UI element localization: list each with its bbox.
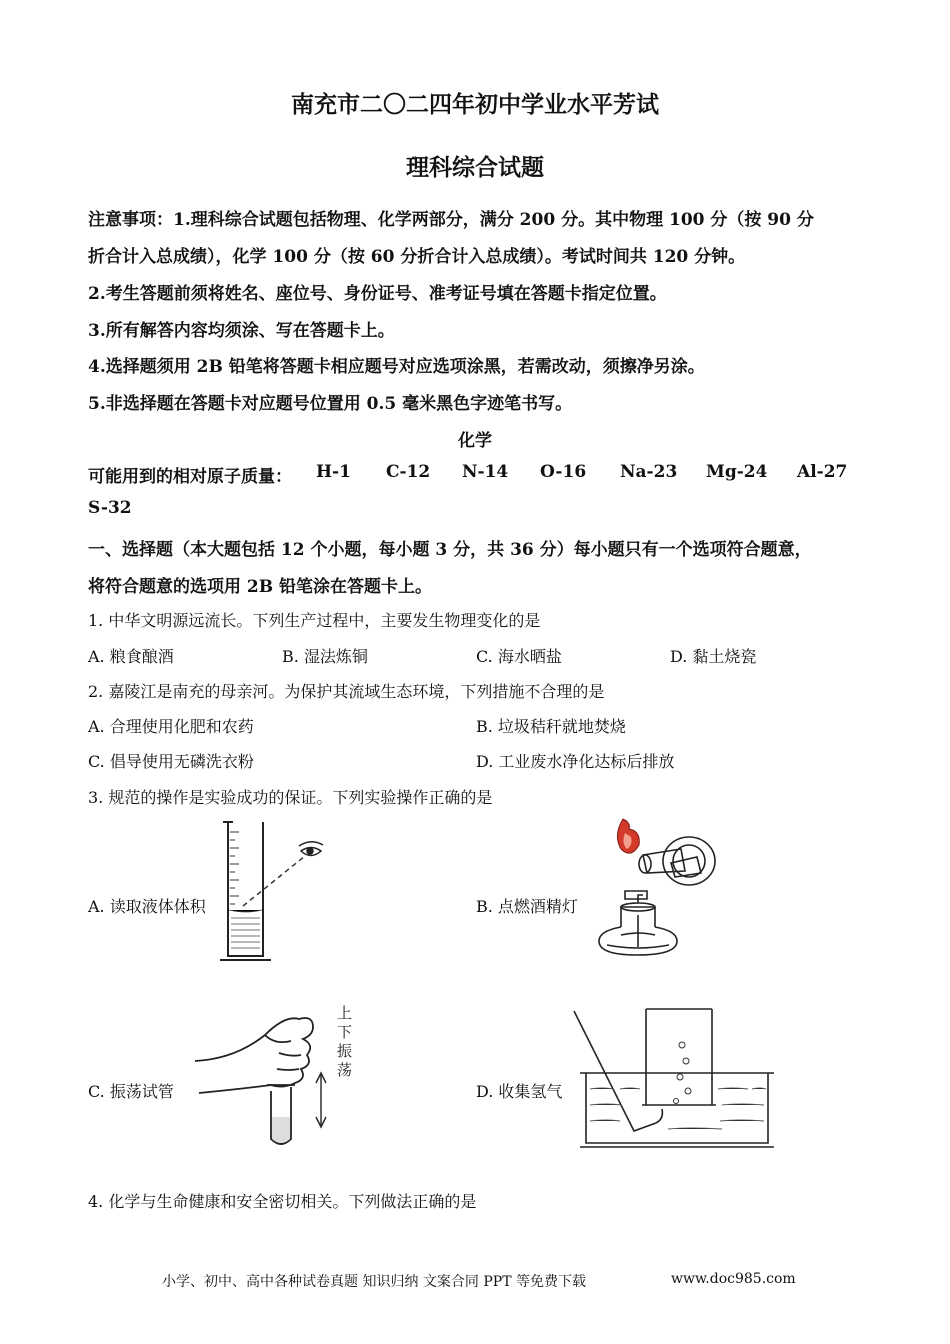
atomic-mass-item: N-14: [462, 462, 509, 482]
notes-line-6: 5.非选择题在答题卡对应题号位置用 0.5 毫米黑色字迹笔书写。: [88, 394, 573, 414]
notes-line-2: 折合计入总成绩），化学 100 分（按 60 分折合计入总成绩）。考试时间共 120 分钟。: [88, 247, 746, 267]
q1-stem: 1. 中华文明源远流长。下列生产过程中，主要发生物理变化的是: [88, 611, 541, 630]
part1-instruction-1: 一、选择题（本大题包括 12 个小题，每小题 3 分，共 36 分）每小题只有一个选项符合题意，: [88, 540, 812, 560]
exam-subtitle: 理科综合试题: [406, 154, 544, 181]
notes-line-5: 4.选择题须用 2B 铅笔将答题卡相应题号对应选项涂黑，若需改动，须擦净另涂。: [88, 357, 705, 377]
alcohol-lamp-illustration: [585, 815, 725, 963]
q2-option-d: D. 工业废水净化达标后排放: [476, 752, 675, 771]
atomic-mass-item: S-32: [88, 498, 132, 518]
part1-instruction-2: 将符合题意的选项用 2B 铅笔涂在答题卡上。: [88, 577, 433, 597]
q3-option-b: B. 点燃酒精灯: [476, 897, 578, 916]
q1-option-d: D. 黏土烧瓷: [670, 647, 757, 666]
notes-line-1: 注意事项：1.理科综合试题包括物理、化学两部分，满分 200 分。其中物理 100 分（按 90 分: [88, 210, 814, 230]
footer-site-link[interactable]: www.doc985.com: [671, 1271, 796, 1287]
section-title: 化学: [458, 431, 492, 451]
shake-label-3: 振: [337, 1042, 353, 1060]
q2-option-a: A. 合理使用化肥和农药: [88, 717, 254, 736]
q1-option-a: A. 粮食酿酒: [88, 647, 174, 666]
q3-option-c: C. 振荡试管: [88, 1082, 174, 1101]
atomic-label: 可能用到的相对原子质量：: [88, 467, 292, 487]
atomic-mass-item: H-1: [316, 462, 351, 482]
graduated-cylinder-illustration: [215, 818, 335, 964]
q2-option-c: C. 倡导使用无磷洗衣粉: [88, 752, 254, 771]
gas-collection-illustration: [572, 1005, 777, 1150]
q3-option-a: A. 读取液体体积: [88, 897, 206, 916]
atomic-mass-item: O-16: [540, 462, 587, 482]
q1-option-c: C. 海水晒盐: [476, 647, 562, 666]
shake-label-4: 荡: [337, 1061, 353, 1079]
q1-option-b: B. 湿法炼铜: [282, 647, 368, 666]
shake-label-2: 下: [337, 1023, 353, 1041]
notes-line-4: 3.所有解答内容均须涂、写在答题卡上。: [88, 321, 395, 341]
atomic-mass-item: Mg-24: [706, 462, 768, 482]
footer-text: 小学、初中、高中各种试卷真题 知识归纳 文案合同 PPT 等免费下载: [162, 1274, 586, 1290]
shake-label-top: 上: [337, 1004, 353, 1022]
q2-stem: 2. 嘉陵江是南充的母亲河。为保护其流域生态环境，下列措施不合理的是: [88, 682, 605, 701]
atomic-mass-item: Al-27: [797, 462, 848, 482]
exam-title: 南充市二〇二四年初中学业水平芳试: [291, 91, 659, 118]
q3-option-d: D. 收集氢气: [476, 1082, 563, 1101]
atomic-mass-item: C-12: [386, 462, 431, 482]
q2-option-b: B. 垃圾秸秆就地焚烧: [476, 717, 626, 736]
q4-stem: 4. 化学与生命健康和安全密切相关。下列做法正确的是: [88, 1192, 477, 1211]
atomic-mass-item: Na-23: [620, 462, 678, 482]
q3-stem: 3. 规范的操作是实验成功的保证。下列实验操作正确的是: [88, 788, 493, 807]
notes-line-3: 2.考生答题前须将姓名、座位号、身份证号、准考证号填在答题卡指定位置。: [88, 284, 667, 304]
